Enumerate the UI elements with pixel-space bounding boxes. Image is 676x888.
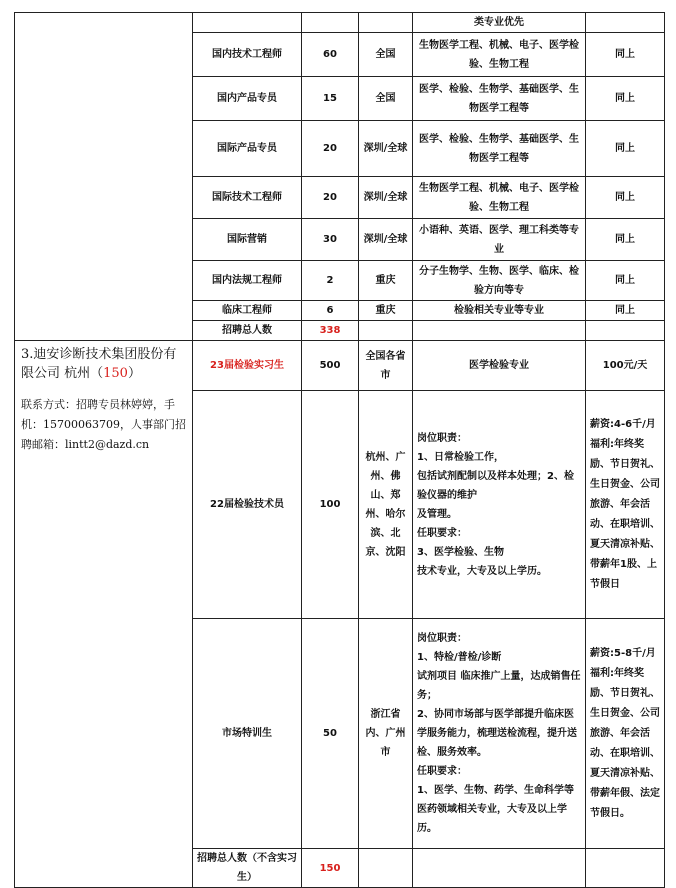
benefit-cell: 同上	[586, 219, 665, 261]
table-row	[15, 13, 665, 33]
total-value: 150	[302, 849, 359, 888]
benefits-cell	[586, 619, 665, 849]
location-cell: 深圳/全球	[359, 121, 413, 177]
benefit-cell: 同上	[586, 261, 665, 301]
count-cell: 50	[302, 619, 359, 849]
salary-text: 薪资:4-6千/月	[590, 418, 656, 430]
table-row	[15, 341, 665, 391]
major-cell: 检验相关专业等专业	[413, 301, 586, 321]
major-cell: 医学、检验、生物学、基础医学、生物医学工程等	[413, 77, 586, 121]
location-cell: 重庆	[359, 301, 413, 321]
benefits-cell	[586, 391, 665, 619]
duty-line: 任职要求：	[417, 527, 467, 539]
salary-text: 薪资:5-8千/月	[590, 647, 656, 659]
benefit-cell	[586, 13, 665, 33]
benefit-cell: 同上	[586, 77, 665, 121]
duty-line: 岗位职责：	[417, 432, 467, 444]
company-cell	[15, 341, 193, 888]
count-cell: 30	[302, 219, 359, 261]
position-cell: 国内法规工程师	[193, 261, 302, 301]
position-cell: 国内产品专员	[193, 77, 302, 121]
empty-cell	[413, 849, 586, 888]
location-cell	[359, 13, 413, 33]
duty-line: 包括试剂配制以及样本处理；2、检验仪器的维护	[417, 470, 574, 501]
position-cell: 22届检验技术员	[193, 391, 302, 619]
duty-line: 试剂项目 临床推广上量，达成销售任务；	[417, 671, 581, 701]
benefit-cell: 100元/天	[586, 341, 665, 391]
location-cell: 深圳/全球	[359, 177, 413, 219]
count-cell: 100	[302, 391, 359, 619]
count-cell: 500	[302, 341, 359, 391]
empty-cell	[359, 321, 413, 341]
duty-line: 岗位职责：	[417, 633, 467, 644]
location-cell: 杭州、广州、佛山、郑州、哈尔滨、北京、沈阳	[359, 391, 413, 619]
position-cell: 23届检验实习生	[193, 341, 302, 391]
position-cell: 国际产品专员	[193, 121, 302, 177]
total-value: 338	[302, 321, 359, 341]
location-cell: 浙江省内、广州市	[359, 619, 413, 849]
recruitment-table-page	[14, 12, 664, 888]
empty-cell	[586, 849, 665, 888]
location-cell: 重庆	[359, 261, 413, 301]
major-cell: 分子生物学、生物、医学、临床、检验方向等专	[413, 261, 586, 301]
location-cell: 全国	[359, 77, 413, 121]
duty-line: 1、日常检验工作，	[417, 451, 504, 463]
company-name-close: ）	[127, 366, 141, 381]
recruitment-table	[14, 12, 665, 888]
position-cell: 国内技术工程师	[193, 33, 302, 77]
major-cell: 小语种、英语、医学、理工科类等专业	[413, 219, 586, 261]
welfare-text: 福利:年终奖励、节日贺礼、生日贺金、公司旅游、年会活动、在职培训、夏天清凉补贴、带薪年1股、上节假日	[590, 438, 660, 590]
empty-cell	[586, 321, 665, 341]
location-cell: 全国	[359, 33, 413, 77]
company-contact: 联系方式：招聘专员林婷婷，手机：15700063709，人事部门招聘邮箱：lintt2@dazd.cn	[21, 398, 186, 451]
duties-cell	[413, 619, 586, 849]
count-cell: 20	[302, 121, 359, 177]
total-label: 招聘总人数	[193, 321, 302, 341]
major-cell: 生物医学工程、机械、电子、医学检验、生物工程	[413, 177, 586, 219]
duty-line: 技术专业，大专及以上学历。	[417, 565, 547, 577]
position-cell: 市场特训生	[193, 619, 302, 849]
count-cell: 6	[302, 301, 359, 321]
position-cell: 临床工程师	[193, 301, 302, 321]
company-name	[21, 345, 186, 383]
major-cell: 医学检验专业	[413, 341, 586, 391]
location-cell: 全国各省市	[359, 341, 413, 391]
empty-cell	[413, 321, 586, 341]
major-cell: 类专业优先	[413, 13, 586, 33]
benefit-cell: 同上	[586, 33, 665, 77]
major-cell: 生物医学工程、机械、电子、医学检验、生物工程	[413, 33, 586, 77]
empty-cell	[359, 849, 413, 888]
benefit-cell: 同上	[586, 301, 665, 321]
duty-line: 1、医学、生物、药学、生命科学等医药领域相关专业，大专及以上学历。	[417, 785, 574, 834]
company-name-text: 3.迪安诊断技术集团股份有限公司 杭州（	[21, 347, 177, 381]
count-cell: 60	[302, 33, 359, 77]
count-cell: 2	[302, 261, 359, 301]
position-cell: 国际技术工程师	[193, 177, 302, 219]
company-count: 150	[103, 366, 128, 381]
count-cell: 15	[302, 77, 359, 121]
duties-cell	[413, 391, 586, 619]
welfare-text: 福利:年终奖励、节日贺礼、生日贺金、公司旅游、年会活动、在职培训、夏天清凉补贴、带薪年假、法定节假日。	[590, 667, 660, 819]
position-cell	[193, 13, 302, 33]
duty-line: 2、协同市场部与医学部提升临床医学服务能力，梳理送检流程，提升送检、服务效率。	[417, 709, 577, 758]
duty-line: 及管理。	[417, 508, 457, 520]
major-cell: 医学、检验、生物学、基础医学、生物医学工程等	[413, 121, 586, 177]
location-cell: 深圳/全球	[359, 219, 413, 261]
duty-line: 1、特检/普检/诊断	[417, 652, 502, 663]
previous-company-cell	[15, 13, 193, 341]
count-cell	[302, 13, 359, 33]
benefit-cell: 同上	[586, 177, 665, 219]
benefit-cell: 同上	[586, 121, 665, 177]
position-cell: 国际营销	[193, 219, 302, 261]
duty-line: 任职要求：	[417, 766, 467, 777]
duty-line: 3、医学检验、生物	[417, 546, 504, 558]
count-cell: 20	[302, 177, 359, 219]
total-label: 招聘总人数（不含实习生）	[193, 849, 302, 888]
